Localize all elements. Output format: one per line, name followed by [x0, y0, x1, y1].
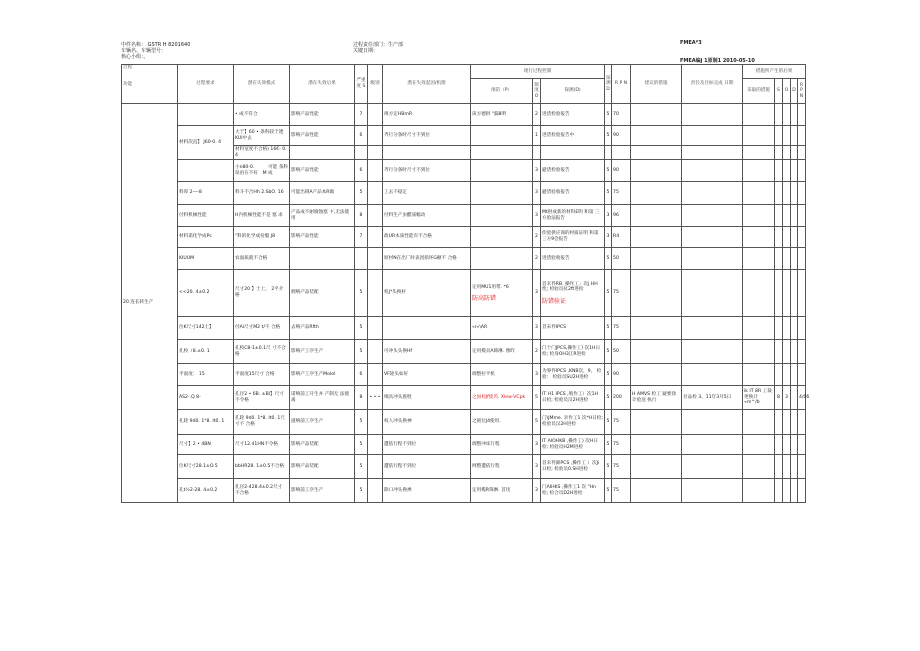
- o-cell: 3: [533, 317, 541, 340]
- o-cell: 5: [533, 386, 541, 410]
- table-row: [122, 317, 806, 340]
- table-row: [122, 270, 806, 317]
- prev-cell: «r«\AR: [471, 317, 533, 340]
- effect-cell: 影响产品装配: [290, 455, 355, 479]
- d-cell: 5: [605, 248, 612, 270]
- col-d: D: [791, 79, 798, 104]
- req-cell: 料厚 2—-8: [178, 182, 234, 205]
- prev-cell: 网整遭依行程: [471, 455, 533, 479]
- o-cell: 2: [533, 248, 541, 270]
- mode-cell: H内机械性能不是 塞 求: [234, 205, 290, 227]
- col-r: R P N: [798, 79, 806, 104]
- d-cell: 5: [605, 479, 612, 503]
- cause-cell: 工去不稳定: [383, 182, 471, 205]
- col-responsibility: 责任及目标完成 日期: [682, 65, 743, 104]
- prev-cell: 调整冲床行程: [471, 435, 533, 455]
- det-cell: 偿验供应商的材质证明 和第三方9会报告: [541, 227, 605, 248]
- o-cell: 3: [533, 479, 541, 503]
- o-cell: 2: [533, 227, 541, 248]
- o-cell: 3: [533, 455, 541, 479]
- s-cell: 5: [355, 182, 368, 205]
- rpn-cell: 70: [612, 104, 631, 126]
- o-cell: 3: [533, 182, 541, 205]
- s-cell: 5: [355, 317, 368, 340]
- table-row: [122, 479, 806, 503]
- mode-cell: 孔轮 9d0. 1*8. It0. 1尺寸不 合格: [234, 410, 290, 435]
- effect-cell: 影响产品性能: [290, 227, 355, 248]
- result-o-cell: 3: [783, 386, 791, 410]
- req-cell: 尺寸】2 • 4BN: [178, 435, 234, 455]
- det-cell: 进货检验报告中: [541, 126, 605, 146]
- prev-cell: 定用MU1用带. *6 防高防错: [471, 270, 533, 317]
- col-actions-taken: 采取的措施: [743, 79, 775, 104]
- d-cell: 5: [605, 410, 612, 435]
- actions-taken-cell: ik IT 8R 工裁 更换计 «m^/b: [743, 386, 775, 410]
- rpn-cell: 75: [612, 182, 631, 205]
- table-row: [122, 248, 806, 270]
- det-cell: 门\JMme. 亲作工1 次*H日检; 检验员汉2H进检: [541, 410, 605, 435]
- prev-cell: 定用模具A筛淋. 像昨: [471, 340, 533, 364]
- cause-cell: 齐行分条时尺寸不到位: [383, 126, 471, 146]
- d-cell: 5: [605, 182, 612, 205]
- s-cell: 6: [355, 126, 368, 146]
- mistake-proofing-verify-label: 防错验证: [542, 297, 567, 305]
- header-left: [121, 42, 190, 60]
- req-cell: 孔校（8.±0. 1: [178, 340, 234, 364]
- det-cell: 首未件RB. 操作工」次j HH性; 检验员抗2ft进检 防错验证: [541, 270, 605, 317]
- d-cell: 5: [605, 455, 612, 479]
- s-cell: 5: [355, 479, 368, 503]
- d-cell: 5: [605, 270, 612, 317]
- s-cell: 7: [355, 104, 368, 126]
- col-s: S: [775, 79, 783, 104]
- header-middle: [353, 42, 403, 54]
- rpn-cell: 50: [612, 248, 631, 270]
- req-cell: [178, 104, 234, 126]
- prev-cell: 定用榄R筛淋. 首伐: [471, 479, 533, 503]
- rpn-cell: 200: [612, 386, 631, 410]
- effect-cell: 影响产工序生产Molel: [290, 364, 355, 386]
- s-cell: 7: [355, 227, 368, 248]
- prev-cell: 诙方德供 "漏8明: [471, 104, 533, 126]
- mode-cell: 孔径2 • 6B. ±Bl】尺寸 不令格: [234, 386, 290, 410]
- s-cell: 5: [355, 410, 368, 435]
- mode-cell: bbHR28. 1±0.5不合格: [234, 455, 290, 479]
- effect-cell: 影响产品性能: [290, 104, 355, 126]
- col-detection: 探测(D): [541, 79, 605, 104]
- table-row: [122, 364, 806, 386]
- req-cell: 位K尺寸142土】: [178, 317, 234, 340]
- table-row: [122, 126, 806, 146]
- d-cell: 5: [605, 126, 612, 146]
- prev-cell: [471, 126, 533, 146]
- o-cell: 3: [533, 205, 541, 227]
- mode-cell: 尺寸12.41HN不令格: [234, 435, 290, 455]
- col-classification: 级别: [368, 65, 383, 104]
- d-cell: 5: [605, 104, 612, 126]
- det-cell: 避货检验报告: [541, 160, 605, 182]
- table-row: [122, 455, 806, 479]
- effect-cell: 滋响前工序生产: [290, 410, 355, 435]
- rpn-cell: 90: [612, 126, 631, 146]
- col-rpn: R P N: [612, 65, 631, 104]
- col-detect-rating: 探 测 D: [605, 65, 612, 104]
- table-row: [122, 227, 806, 248]
- table-row: [122, 340, 806, 364]
- o-cell: 2: [533, 104, 541, 126]
- rpn-cell: 75: [612, 410, 631, 435]
- table-row: [122, 386, 806, 410]
- req-cell: AS2-.Q 8-: [178, 386, 234, 410]
- det-cell: 进货验收报告: [541, 248, 605, 270]
- req-cell: 材料诺化学成Pc: [178, 227, 234, 248]
- prev-cell: 之国栓Jf使芮. Xlew-VCpk: [471, 386, 533, 410]
- effect-cell: 可能出碍A产品本R做: [290, 182, 355, 205]
- mode-cell: 大于】60 • 条科较于透 KUI中去: [234, 126, 290, 146]
- mode-cell: 孔径2-428.4±0.2尺寸 不合格: [234, 479, 290, 503]
- effect-cell: 诺响前工开生并 产制无 法使离: [290, 386, 355, 410]
- recommended-cell: H AMVS 检工 疑要徐 计验送 执行: [631, 386, 682, 410]
- det-cell: 避货验收报告: [541, 182, 605, 205]
- table-row: [122, 205, 806, 227]
- key-date: 关键日期：: [353, 48, 379, 54]
- cause-cell: 权人冲头换神: [383, 410, 471, 435]
- effect-cell: 去响产品Rfth: [290, 317, 355, 340]
- table-row: [122, 182, 806, 205]
- det-cell: 进货检验报告: [541, 104, 605, 126]
- req-cell: 付料机械性能: [178, 205, 234, 227]
- d-cell: 3: [605, 205, 612, 227]
- s-cell: 6: [355, 364, 368, 386]
- process-cell: 20.连长转生产: [122, 104, 178, 503]
- mistake-proofing-label: 防高防错: [472, 294, 497, 302]
- effect-cell: 影响前工序生产: [290, 479, 355, 503]
- mode-cell: "科的化学成份服 J8: [234, 227, 290, 248]
- effect-cell: 拥响产品装配: [290, 270, 355, 317]
- cause-cell: 付料生产虫醋质幅动: [383, 205, 471, 227]
- cause-cell: 细具冲头族胜: [383, 386, 471, 410]
- rpn-cell: R4: [612, 227, 631, 248]
- prev-cell: 之圆位J4使用.: [471, 410, 533, 435]
- effect-cell: 影响产品性能: [290, 160, 355, 182]
- det-cell: 为零件IPCS ,KNB次，9， 检验： 检验员SU2H进检: [541, 364, 605, 386]
- prev-cell: 调整拉平机: [471, 364, 533, 386]
- req-cell: KIUUM: [178, 248, 234, 270]
- req-cell: <<20. 4±0.2: [178, 270, 234, 317]
- s-cell: 8: [355, 386, 368, 410]
- mode-cell: 材料宽度不合格) 16€- 0. 4: [234, 146, 290, 160]
- req-cell: 材料次直】 J60-0. 4: [178, 126, 234, 160]
- s-cell: 5: [355, 455, 368, 479]
- o-cell: 1: [533, 126, 541, 146]
- det-cell: IT AIOHKB ,操作工) 次H日检; 检验员H2M进检: [541, 435, 605, 455]
- core-team: 核心小组：。: [121, 54, 149, 60]
- det-cell: 首未件卸PCS ,操作工 ）次Ji日检; 检验员0.SH进检: [541, 455, 605, 479]
- result-s-cell: 8: [775, 386, 783, 410]
- d-cell: 5: [605, 386, 612, 410]
- d-cell: 5: [605, 317, 612, 340]
- col-severity: 严重度 S: [355, 65, 368, 104]
- responsibility-cell: 吾品检 3、11年3月5日: [682, 386, 743, 410]
- s-cell: 5: [355, 340, 368, 364]
- s-cell: 5: [355, 270, 368, 317]
- fmea-table: [121, 64, 810, 503]
- rpn-cell: 75: [612, 479, 631, 503]
- effect-cell: 影响产品性能: [290, 126, 355, 146]
- req-cell: 孔t½2-28. 4±0.2: [178, 479, 234, 503]
- cause-cell: 规方定HBmR: [383, 104, 471, 126]
- col-prevention: 预防（P）: [471, 79, 533, 104]
- req-cell: 位K尺寸28.1±O.5: [178, 455, 234, 479]
- mode-cell: 孔校C8-1±0.1尺 寸不合格: [234, 340, 290, 364]
- effect-cell: 产品成不耐腐蚀塞 卞,无法使用: [290, 205, 355, 227]
- o-cell: 3: [533, 364, 541, 386]
- cls-cell: • • •: [368, 386, 383, 410]
- col-effect: 潜在失效后果: [290, 65, 355, 104]
- o-cell: 3: [533, 270, 541, 317]
- det-cell: IT H1 IPCS ,殖作工）次1H 日检; 检验员汉2H进检: [541, 386, 605, 410]
- cause-cell: 原材N在出厂时表团损坏G额不 合格: [383, 248, 471, 270]
- cause-cell: 机J*头换杆: [383, 270, 471, 317]
- cause-cell: 遭依行程不到位: [383, 455, 471, 479]
- table-row: [122, 410, 806, 435]
- fmea-title: FMEA*3: [680, 40, 702, 46]
- mode-cell: 农面质就不合格: [234, 248, 290, 270]
- col-failure-mode: 潜在失效模式: [234, 65, 290, 104]
- fmea-number: FMEA编j 1原制1 2010-05-10: [680, 58, 755, 64]
- d-cell: 5: [605, 435, 612, 455]
- det-cell: 门个门JPCS,操作工) 次1H日检; 检身OH3江R进检: [541, 340, 605, 364]
- cause-cell: 政UR本质性能有不合格: [383, 227, 471, 248]
- col-recommended: 建议的措施: [631, 65, 682, 104]
- result-d-cell: [791, 386, 798, 410]
- cls-cell: [368, 104, 383, 126]
- mode-cell: 平面度15尺寸 合格: [234, 364, 290, 386]
- o-cell: 2: [533, 340, 541, 364]
- o-cell: 5: [533, 410, 541, 435]
- s-cell: 6: [355, 160, 368, 182]
- req-cell: 平面度： 15: [178, 364, 234, 386]
- s-cell: 8: [355, 205, 368, 227]
- rpn-cell: 90: [612, 364, 631, 386]
- cause-cell: VF轮头如好: [383, 364, 471, 386]
- result-rpn-cell: 4/06: [798, 386, 806, 410]
- table-row: [122, 435, 806, 455]
- col-cause: 潜在失效起因/机理: [383, 65, 471, 104]
- d-cell: 5: [605, 364, 612, 386]
- mode-cell: 小n80-0. 可能 条科误宙在不好 M 成: [234, 160, 290, 182]
- rpn-cell: 96: [612, 205, 631, 227]
- rpn-cell: 90: [612, 160, 631, 182]
- table-row: [122, 104, 806, 126]
- col-requirement: 过程要求: [178, 65, 234, 104]
- cause-cell: 齐行分条时尺寸不到位: [383, 160, 471, 182]
- mode-cell: 料斗不合Hh 2.SbO. 16: [234, 182, 290, 205]
- rpn-cell: 75: [612, 317, 631, 340]
- cls-cell: [368, 126, 383, 146]
- part-name: 中件名称： GSTR H 8201640: [121, 42, 191, 48]
- col-results: 措施所产生的后果: [743, 65, 806, 79]
- responsible-dept: 过程责任部门：生产部: [353, 42, 404, 48]
- cause-cell: 可冲头头换Hf: [383, 340, 471, 364]
- effect-cell: 影响产品装配: [290, 435, 355, 455]
- col-o: O: [783, 79, 791, 104]
- cause-cell: 除口冲头换禅: [383, 479, 471, 503]
- col-current-control: 现行过程控制: [471, 65, 605, 79]
- d-cell: 5: [605, 340, 612, 364]
- rpn-cell: 75: [612, 270, 631, 317]
- det-cell: Mt供成新的材科E明 和第 三方验法报告: [541, 205, 605, 227]
- vehicle-model: 车辆名、车辆型号：: [121, 48, 167, 54]
- col-process: 过程 功能: [122, 65, 178, 104]
- s-cell: 5: [355, 435, 368, 455]
- effect-cell: 影响产工序生产: [290, 340, 355, 364]
- rpn-cell: 50: [612, 340, 631, 364]
- mode-cell: • 成不符合: [234, 104, 290, 126]
- mode-cell: 付Ai尺寸M2 t/不 合格: [234, 317, 290, 340]
- det-cell: 门AIHKS ,操作工1 次 "Hn 检; 检合员D2H进检: [541, 479, 605, 503]
- rpn-cell: 75: [612, 455, 631, 479]
- d-cell: 5: [605, 160, 612, 182]
- d-cell: 3: [605, 227, 612, 248]
- det-cell: 首末件IPCS: [541, 317, 605, 340]
- req-cell: 孔轮 9d0. 1*8. It0. 1: [178, 410, 234, 435]
- table-row: [122, 160, 806, 182]
- rpn-cell: 75: [612, 435, 631, 455]
- col-occurrence: 频度 O: [533, 79, 541, 104]
- mode-cell: 尺寸20 】士上， 2平介格: [234, 270, 290, 317]
- o-cell: 3: [533, 435, 541, 455]
- cause-cell: 遭依行程不到位: [383, 435, 471, 455]
- o-cell: 3: [533, 160, 541, 182]
